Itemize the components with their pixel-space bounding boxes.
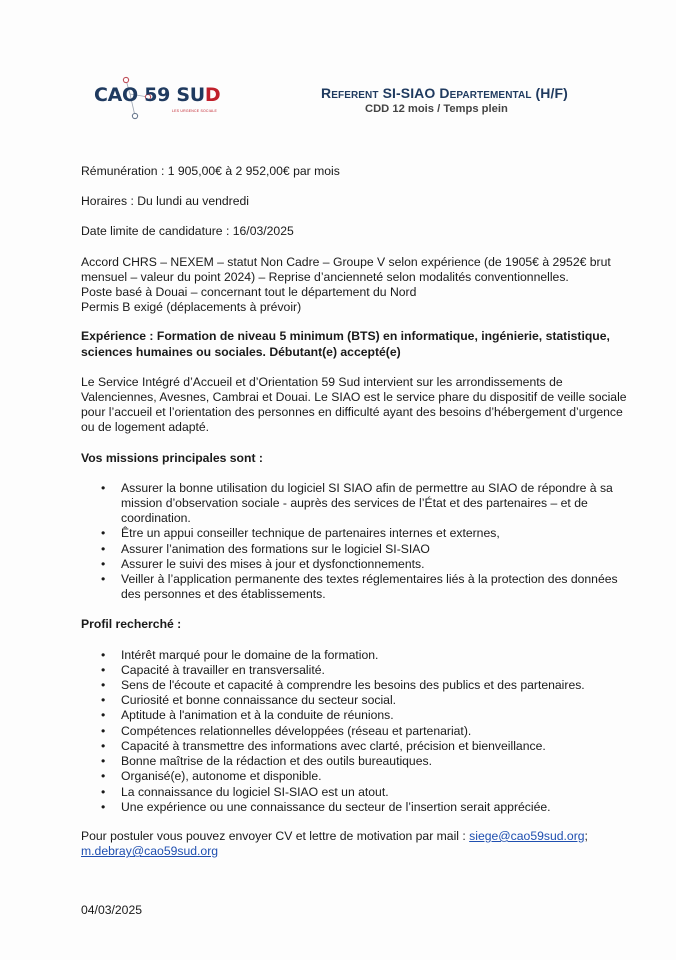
presentation-line: pour l’accueil et l’orientation des personnes en difficulté ayant des besoins d’hébergement d’urgence [81, 405, 623, 420]
list-item [121, 480, 613, 527]
email-link-siege[interactable]: siege@cao59sud.org [469, 828, 585, 843]
list-item-text: • Assurer la bonne utilisation du logiciel SI SIAO afin de permettre au SIAO de répondre à sa [121, 480, 613, 495]
list-item: • Organisé(e), autonome et disponible. [121, 769, 601, 784]
list-item: • Capacité à travailler en transversalité. [121, 663, 601, 678]
contact-line [81, 829, 601, 844]
job-title: Referent SI-SIAO Departemental (H/F) [321, 85, 568, 101]
accord-line: mensuel – valeur du point 2024) – Reprise d’ancienneté selon modalités conventionnelles. [81, 269, 569, 284]
profil-list [121, 648, 601, 815]
missions-list [121, 480, 618, 603]
cao59sud-logo [92, 74, 222, 124]
separator: ; [584, 828, 588, 843]
list-item: • Sens de l'écoute et capacité à comprendre les besoins des publics et des partenaires. [121, 678, 601, 693]
list-item-text: coordination. [121, 511, 191, 526]
list-item-text: • Assurer le suivi des mises à jour et dysfonctionnements. [121, 556, 425, 571]
missions-heading: Vos missions principales sont : [81, 450, 263, 465]
document-date: 04/03/2025 [81, 903, 142, 917]
list-item [121, 572, 618, 602]
presentation-line: ou de logement adapté. [81, 420, 210, 435]
experience-block [81, 329, 610, 359]
accord-block [81, 254, 611, 316]
list-item: • Curiosité et bonne connaissance du secteur social. [121, 693, 601, 708]
document-body [81, 164, 627, 859]
logo-tagline: LES URGENCE SOCIALE [172, 109, 218, 113]
list-item: • La connaissance du logiciel SI-SIAO est un atout. [121, 785, 601, 800]
location-line: Poste basé à Douai – concernant tout le département du Nord [81, 285, 417, 300]
permis-line: Permis B exigé (déplacements à prévoir) [81, 300, 302, 315]
experience-line: sciences humaines ou sociales. Débutant(e) accepté(e) [81, 344, 401, 359]
list-item: • Une expérience ou une connaissance du secteur de l’insertion serait appréciée. [121, 800, 601, 815]
list-item-text: mission d’observation sociale - auprès des services de l’État et des partenaires – et de [121, 496, 588, 511]
list-item: • Aptitude à l'animation et à la conduite de réunions. [121, 708, 601, 723]
contact-line [81, 844, 601, 859]
date-limite: Date limite de candidature : 16/03/2025 [81, 224, 294, 239]
presentation-block [81, 374, 627, 436]
experience-line: Expérience : Formation de niveau 5 minimum (BTS) en informatique, ingénierie, statistique, [81, 329, 610, 344]
list-item: • Compétences relationnelles développées (réseau et partenariat). [121, 724, 601, 739]
accord-line: Accord CHRS – NEXEM – statut Non Cadre – Groupe V selon expérience (de 1905€ à 2952€ brut [81, 254, 611, 269]
list-item [121, 542, 601, 557]
list-item [121, 557, 601, 572]
presentation-line: Le Service Intégré d’Accueil et d’Orientation 59 Sud intervient sur les arrondissements de [81, 374, 563, 389]
list-item-text: • Assurer l’animation des formations sur le logiciel SI-SIAO [121, 541, 430, 556]
contact-block [81, 829, 601, 859]
horaires: Horaires : Du lundi au vendredi [81, 194, 250, 209]
logo-wordmark: CAO 59 SUD [94, 84, 221, 106]
contact-text: Pour postuler vous pouvez envoyer CV et lettre de motivation par mail : [81, 828, 470, 843]
profil-heading: Profil recherché : [81, 617, 182, 632]
list-item: • Intérêt marqué pour le domaine de la formation. [121, 648, 601, 663]
presentation-line: Valenciennes, Avesnes, Cambrai et Douai. Le SIAO est le service phare du dispositif de veille sociale [81, 390, 627, 405]
email-link-debray[interactable]: m.debray@cao59sud.org [81, 844, 219, 859]
remuneration: Rémunération : 1 905,00€ à 2 952,00€ par mois [81, 164, 340, 178]
list-item: • Bonne maîtrise de la rédaction et des outils bureautiques. [121, 754, 601, 769]
job-header [321, 84, 568, 116]
list-item [121, 526, 601, 541]
list-item-text: des personnes et des établissements. [121, 587, 326, 602]
list-item-text: • Être un appui conseiller technique de partenaires internes et externes, [121, 526, 500, 541]
list-item: • Capacité à transmettre des informations avec clarté, précision et bienveillance. [121, 739, 601, 754]
list-item-text: • Veiller à l’application permanente des textes réglementaires liés à la protection des données [121, 572, 618, 587]
contract-type: CDD 12 mois / Temps plein [365, 103, 508, 115]
